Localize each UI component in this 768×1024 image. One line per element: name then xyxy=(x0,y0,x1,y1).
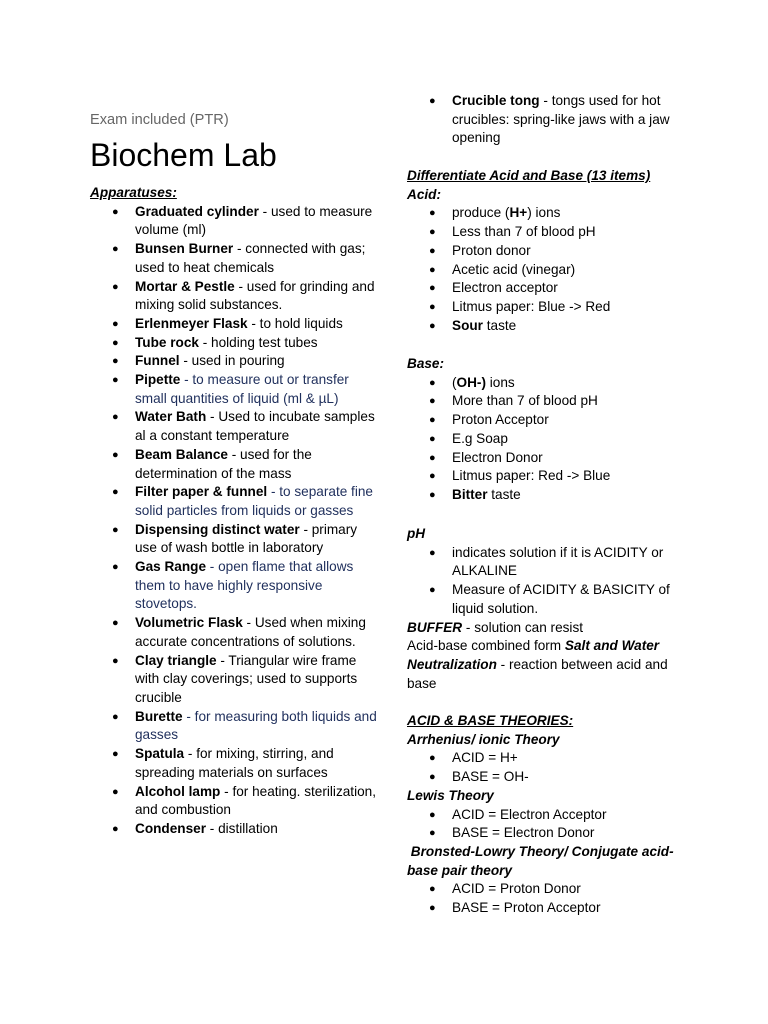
bullet-icon: ● xyxy=(429,488,436,501)
list-item: ● Alcohol lamp - for heating. sterilization, and combustion xyxy=(112,783,377,818)
bullet-icon: ● xyxy=(112,280,119,293)
list-item: ● Condenser - distillation xyxy=(90,820,380,839)
bullet-icon: ● xyxy=(429,902,436,915)
list-item: ● Less than 7 of blood pH xyxy=(407,223,697,242)
bullet-icon: ● xyxy=(429,827,436,840)
bullet-icon: ● xyxy=(112,822,119,835)
bullet-icon: ● xyxy=(429,752,436,765)
list-item: ● Proton donor xyxy=(407,242,697,261)
list-item: ● Proton Acceptor xyxy=(407,411,697,430)
list-item: ● Sour taste xyxy=(407,317,697,336)
buffer-line: BUFFER - solution can resist xyxy=(407,619,584,635)
list-item: ● Funnel - used in pouring xyxy=(90,352,380,371)
list-item: ● Erlenmeyer Flask - to hold liquids xyxy=(90,315,380,334)
bullet-icon: ● xyxy=(112,355,119,368)
list-item: ● ACID = Electron Acceptor xyxy=(407,806,697,825)
bullet-icon: ● xyxy=(429,808,436,821)
list-item: ● Spatula - for mixing, stirring, and spreading materials on surfaces xyxy=(112,746,334,780)
list-item: ● BASE = Electron Donor xyxy=(407,824,697,843)
acid-list xyxy=(407,204,697,335)
apparatuses-section xyxy=(90,184,380,839)
bullet-icon: ● xyxy=(429,414,436,427)
bullet-icon: ● xyxy=(429,244,436,257)
bullet-icon: ● xyxy=(429,432,436,445)
theories-section xyxy=(407,712,697,918)
list-item: ● Water Bath - Used to incubate samples al a constant temperature xyxy=(112,409,375,444)
bullet-icon: ● xyxy=(112,785,119,798)
bullet-icon: ● xyxy=(429,282,436,295)
list-item: ● Bitter taste xyxy=(407,486,697,505)
list-item: ● Mortar & Pestle - used for grinding and mixing solid substances. xyxy=(112,278,375,313)
bullet-icon: ● xyxy=(429,395,436,408)
bullet-icon: ● xyxy=(429,546,436,559)
list-item: ● ACID = Proton Donor xyxy=(407,880,697,899)
list-item: ● BASE = OH- xyxy=(407,768,697,787)
list-item: ● Burette - for measuring both liquids and gasses xyxy=(112,708,377,743)
base-section xyxy=(407,355,697,505)
list-item: ● Litmus paper: Blue -> Red xyxy=(407,298,697,317)
bullet-icon: ● xyxy=(112,448,119,461)
document-subtitle: Exam included (PTR) xyxy=(90,112,229,128)
document-title: Biochem Lab xyxy=(90,137,277,173)
bullet-icon: ● xyxy=(429,95,436,107)
arrhenius-label: Arrhenius/ ionic Theory xyxy=(407,731,560,747)
list-item: ● Electron Donor xyxy=(407,449,697,468)
bullet-icon: ● xyxy=(112,486,119,499)
list-item: ● Beam Balance - used for the determination of the mass xyxy=(112,446,312,481)
theories-heading: ACID & BASE THEORIES: xyxy=(407,713,574,728)
list-item: ● Tube rock - holding test tubes xyxy=(90,334,380,353)
base-list xyxy=(407,374,697,505)
bullet-icon: ● xyxy=(429,771,436,784)
bullet-icon: ● xyxy=(112,411,119,424)
bullet-icon: ● xyxy=(112,317,119,330)
bronsted-label: Bronsted-Lowry Theory/ Conjugate acid-base pair theory xyxy=(407,843,674,878)
list-item: ● Volumetric Flask - Used when mixing accurate concentrations of solutions. xyxy=(112,615,366,649)
acid-base-heading: Differentiate Acid and Base (13 items) xyxy=(407,168,651,183)
lewis-list xyxy=(407,806,697,843)
bullet-icon: ● xyxy=(112,523,119,536)
bullet-icon: ● xyxy=(112,561,119,574)
bullet-icon: ● xyxy=(112,374,119,387)
list-item: ● E.g Soap xyxy=(407,430,697,449)
bullet-icon: ● xyxy=(112,654,119,667)
list-item: ● Bunsen Burner - connected with gas; used to heat chemicals xyxy=(112,241,366,275)
acid-label: Acid: xyxy=(407,186,441,202)
list-item: ● Filter paper & funnel - to separate fine solid particles from liquids or gasses xyxy=(112,484,373,518)
base-label: Base: xyxy=(407,356,445,371)
list-item: ● Electron acceptor xyxy=(407,279,697,298)
list-item: ● More than 7 of blood pH xyxy=(407,392,697,411)
list-item: ● (OH-) ions xyxy=(407,374,697,393)
arrhenius-list xyxy=(407,749,697,786)
list-item: ● BASE = Proton Acceptor xyxy=(407,899,697,918)
bullet-icon: ● xyxy=(112,748,119,761)
bullet-icon: ● xyxy=(429,319,436,332)
list-item: ● Litmus paper: Red -> Blue xyxy=(407,467,697,486)
neutralization-line: Acid-base combined form Salt and Water Neutralization - reaction between acid and base xyxy=(407,638,668,691)
lewis-label: Lewis Theory xyxy=(407,787,494,803)
bullet-icon: ● xyxy=(429,470,436,483)
bullet-icon: ● xyxy=(112,243,119,256)
list-item: ● ACID = H+ xyxy=(407,749,697,768)
list-item: ● Pipette - to measure out or transfer small quantities of liquid (ml & µL) xyxy=(112,372,349,406)
bullet-icon: ● xyxy=(112,617,119,630)
bullet-icon: ● xyxy=(112,205,119,218)
bullet-icon: ● xyxy=(112,336,119,349)
bullet-icon: ● xyxy=(429,300,436,313)
list-item: ● produce (H+) ions xyxy=(407,204,697,223)
list-item: ● Measure of ACIDITY & BASICITY of liquid solution. xyxy=(429,582,670,616)
list-item: ● Graduated cylinder - used to measure volume (ml) xyxy=(112,203,373,238)
apparatuses-heading: Apparatuses: xyxy=(90,185,177,200)
list-item: ● Dispensing distinct water - primary use of wash bottle in laboratory xyxy=(112,521,358,556)
bullet-icon: ● xyxy=(429,451,436,464)
list-item: ● Crucible tong - tongs used for hot crucibles: spring-like jaws with a jaw opening xyxy=(429,93,670,146)
bullet-icon: ● xyxy=(429,226,436,239)
acid-base-section xyxy=(407,167,697,335)
ph-section xyxy=(407,525,697,693)
ph-list xyxy=(407,544,697,619)
ph-label: pH xyxy=(407,526,426,541)
bullet-icon: ● xyxy=(429,207,436,220)
list-item: ● indicates solution if it is ACIDITY or ALKALINE xyxy=(429,544,664,579)
apparatus-continued xyxy=(407,92,697,148)
list-item: ● Clay triangle - Triangular wire frame with clay coverings; used to supports crucible xyxy=(112,652,358,705)
bullet-icon: ● xyxy=(429,376,436,389)
list-item: ● Gas Range - open flame that allows them to have highly responsive stovetops. xyxy=(112,559,354,612)
bullet-icon: ● xyxy=(429,263,436,276)
list-item: ● Acetic acid (vinegar) xyxy=(407,261,697,280)
apparatus-list-continued xyxy=(407,92,697,148)
apparatus-list xyxy=(90,203,380,839)
bullet-icon: ● xyxy=(429,584,436,597)
bullet-icon: ● xyxy=(112,710,119,723)
bronsted-list xyxy=(407,880,697,917)
bullet-icon: ● xyxy=(429,883,436,896)
